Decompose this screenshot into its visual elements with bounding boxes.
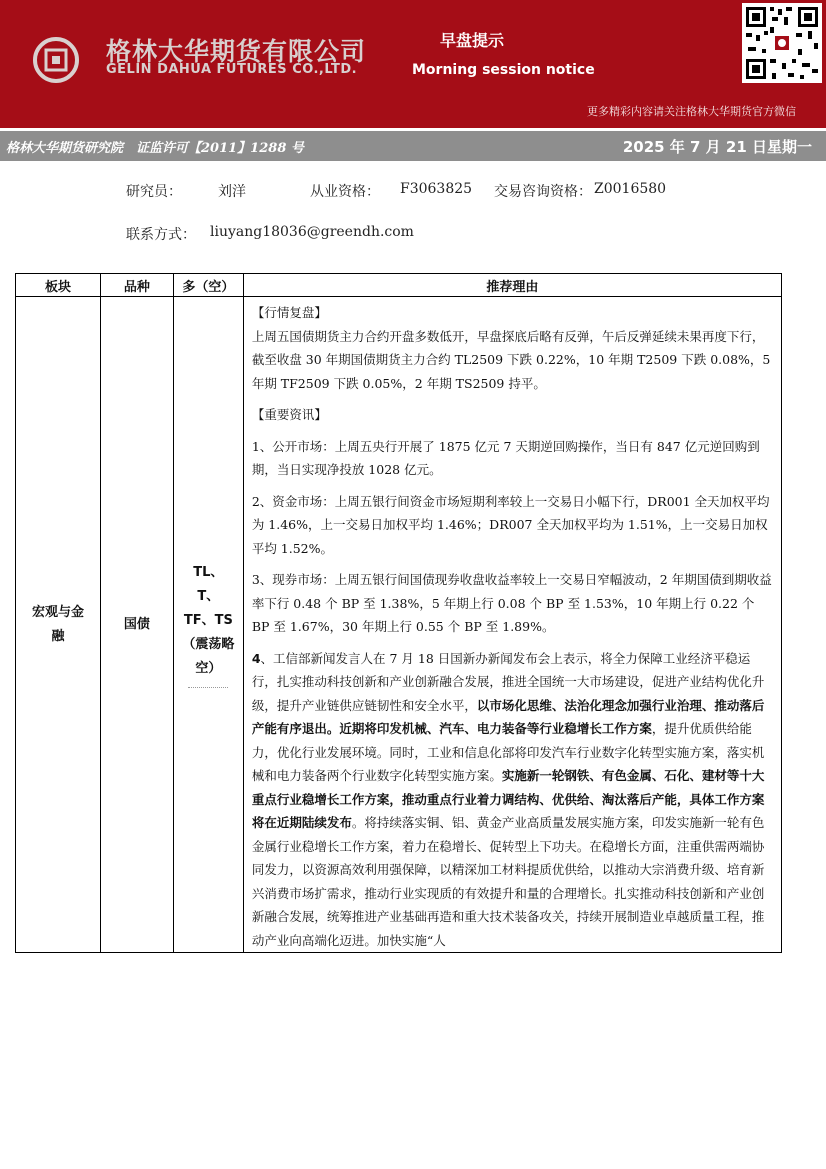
review-title: 【行情复盘】 — [251, 305, 327, 320]
institute-license: 格林大华期货研究院 证监许可【2011】1288 号 — [6, 141, 304, 156]
wechat-note: 更多精彩内容请关注格林大华期货官方微信 — [587, 105, 796, 118]
qr-code-icon — [742, 3, 822, 83]
reason-cell — [243, 297, 781, 953]
company-logo-icon — [32, 36, 80, 84]
item4-part-b: 以市场化思维、法治化理念加强行业治理、推动落后产能有序退出。近期将印发机械、汽车、电力装备等行业稳增长工作方案 — [251, 697, 765, 736]
notice-title-en: Morning session notice — [412, 62, 595, 78]
variety-cell: 国债 — [100, 297, 173, 953]
news-item-1: 1、公开市场：上周五央行开展了 1875 亿元 7 天期逆回购操作，当日有 847 亿元逆回购到期，当日实现净投放 1028 亿元。 — [251, 438, 760, 477]
col-header-reason: 推荐理由 — [243, 274, 781, 297]
col-header-sector: 板块 — [16, 274, 101, 297]
item4-part-a: 、工信部新闻发言人在 7 月 18 日国新办新闻发布会上表示，将全力保障工业经济平稳运行，扎实推动科技创新和产业创新融合发展，推进全国统一大市场建设，促进产业结构优化升级，提升产业链供应链韧性和安全水平， — [251, 650, 765, 713]
table-row — [16, 297, 782, 953]
contact-label: 联系方式： — [126, 227, 196, 243]
qualification-label: 从业资格： — [310, 184, 380, 200]
col-header-variety: 品种 — [100, 274, 173, 297]
news-item-3: 3、现券市场：上周五银行间国债现券收盘收益率较上一交易日窄幅波动，2 年期国债到期收益率下行 0.48 个 BP 至 1.38%，5 年期上行 0.08 个 BP 至 1.53%，10 年期上行 0.22 个 BP 至 1.67%，30 年期上行 0.55 个 BP 至 1.89%。 — [251, 572, 772, 634]
researcher-name: 刘洋 — [218, 184, 246, 200]
researcher-label: 研究员： — [126, 184, 182, 200]
news-title: 【重要资讯】 — [251, 407, 327, 422]
col-header-direction: 多（空） — [173, 274, 243, 297]
contact-email: liuyang18036@greendh.com — [210, 224, 414, 240]
table-header-row — [16, 274, 782, 297]
company-name-cn: 格林大华期货有限公司 — [106, 37, 367, 66]
consult-number: Z0016580 — [594, 181, 667, 197]
direction-cell — [173, 297, 243, 953]
notice-title-cn: 早盘提示 — [440, 31, 505, 50]
item4-part-c: ，提升优质供给能力，优化行业发展环境。同时，工业和信息化部将印发汽车行业数字化转型实施方案，落实机械和电力装备两个行业数字化转型实施方案。 — [251, 721, 765, 783]
review-text: 上周五国债期货主力合约开盘多数低开，早盘探底后略有反弹，午后反弹延续未果再度下行，截至收盘 30 年期国债期货主力合约 TL2509 下跌 0.22%，10 年期 T2509 下跌 0.08%，5 年期 TF2509 下跌 0.05%，2 年期 TS2509 持平。 — [251, 328, 771, 391]
report-date: 2025 年 7 月 21 日星期一 — [622, 138, 812, 156]
item4-part-e: 。将持续落实铜、铝、黄金产业高质量发展实施方案，印发实施新一轮有色金属行业稳增长工作方案，着力在稳增长、促转型上下功夫。在稳增长方面，注重供需两端协同发力，以资源高效利用强保障，以精深加工材料提质优供给，以推动大宗消费升级、培育新兴消费市场扩需求，推动行业实现质的有效提升和量的合理增长。扎实推动科技创新和产业创新融合发展，统筹推进产业基础再造和重大技术装备攻关，持续开展制造业卓越质量工程，推动产业向高端化迈进。加快实施“人 — [251, 815, 765, 948]
recommendation-table — [15, 273, 782, 953]
company-name-en: GELIN DAHUA FUTURES CO.,LTD. — [106, 62, 358, 77]
consult-label: 交易咨询资格： — [494, 184, 592, 200]
news-item-4 — [252, 647, 775, 953]
news-item-2: 2、资金市场：上周五银行间资金市场短期利率较上一交易日小幅下行，DR001 全天加权平均为 1.46%，上一交易日加权平均 1.46%；DR007 全天加权平均为 1.51%，上一交易日加权平均 1.52%。 — [251, 493, 770, 556]
direction-text: TL、T、TF、TS（震荡略空） — [182, 565, 235, 676]
item4-part-d: 实施新一轮钢铁、有色金属、石化、建材等十大重点行业稳增长工作方案，推动重点行业着力调结构、优供给、淘汰落后产能，具体工作方案将在近期陆续发布 — [251, 768, 765, 830]
qualification-number: F3063825 — [400, 181, 473, 197]
sector-cell — [16, 297, 101, 953]
dotted-separator — [188, 687, 228, 688]
item4-number: 4 — [251, 650, 261, 666]
sector-text: 宏观与金融 — [31, 604, 84, 644]
